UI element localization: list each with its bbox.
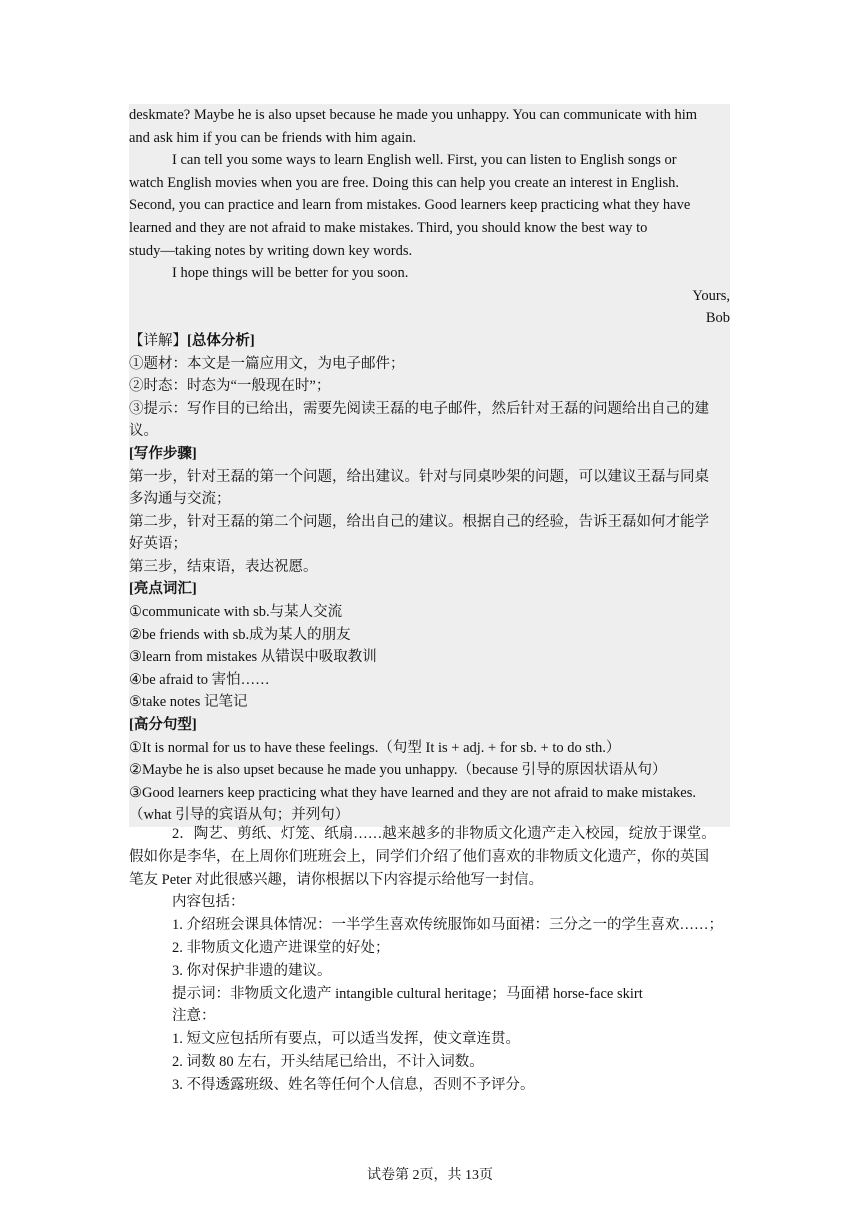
question-line: 内容包括： [172, 894, 245, 911]
step-line: 第三步，结束语，表达祝愿。 [129, 558, 318, 575]
letter-line: learned and they are not afraid to make mistakes. Third, you should know the best way to [129, 219, 648, 236]
sentence-list [129, 737, 730, 827]
step-line: 第二步，针对王磊的第二个问题，给出自己的建议。根据自己的经验，告诉王磊如何才能学 [129, 513, 709, 530]
question-line: 注意： [172, 1008, 216, 1025]
vocab-item: ③learn from mistakes 从错误中吸取教训 [129, 649, 377, 666]
step-line: 好英语； [129, 536, 187, 553]
question-text [129, 823, 730, 1097]
question-2 [129, 823, 730, 1097]
question-line: 提示词：非物质文化遗产 intangible cultural heritage；马面裙 horse-face skirt [172, 985, 643, 1002]
question-line: 假如你是李华，在上周你们班班会上，同学们介绍了他们喜欢的非物质文化遗产，你的英国 [129, 848, 709, 865]
analysis-line: ②时态：时态为“一般现在时”； [129, 378, 331, 395]
vocab-item: ④be afraid to 害怕…… [129, 671, 270, 688]
letter-line: study—taking notes by writing down key words. [129, 242, 413, 259]
sentence-line: ②Maybe he is also upset because he made you unhappy.（because 引导的原因状语从句） [129, 762, 667, 779]
letter-line: Second, you can practice and learn from mistakes. Good learners keep practicing what they have [129, 197, 691, 214]
letter-line: and ask him if you can be friends with him again. [129, 129, 417, 146]
question-line: 1. 介绍班会课具体情况：一半学生喜欢传统服饰如马面裙：三分之一的学生喜欢……； [172, 917, 723, 934]
overall-analysis-heading [129, 330, 730, 353]
vocab-list [129, 601, 730, 714]
overall-heading: [总体分析] [187, 332, 255, 349]
step-line: 第一步，针对王磊的第一个问题，给出建议。针对与同桌吵架的问题，可以建议王磊与同桌 [129, 468, 709, 485]
model-letter [129, 104, 730, 285]
sentence-line: ③Good learners keep practicing what they have learned and they are not afraid to make mistakes. [129, 784, 696, 801]
letter-signature: Bob [705, 310, 730, 327]
letter-closing: Yours, [692, 287, 730, 304]
analysis-line: ①题材：本文是一篇应用文，为电子邮件； [129, 355, 405, 372]
question-line: 2. 词数 80 左右，开头结尾已给出，不计入词数。 [172, 1053, 484, 1070]
writing-steps-list [129, 466, 730, 579]
analysis-line: 议。 [129, 423, 158, 440]
vocab-item: ①communicate with sb.与某人交流 [129, 604, 343, 621]
sentence-line: （what 引导的宾语从句；并列句） [129, 807, 350, 824]
vocab-item: ②be friends with sb.成为某人的朋友 [129, 626, 351, 643]
vocab-item: ⑤take notes 记笔记 [129, 694, 248, 711]
overall-analysis-list [129, 353, 730, 443]
letter-line: I can tell you some ways to learn English well. First, you can listen to English songs or [172, 152, 677, 169]
analysis-line: ③提示：写作目的已给出，需要先阅读王磊的电子邮件，然后针对王磊的问题给出自己的建 [129, 400, 709, 417]
sentence-heading: [高分句型] [129, 717, 197, 734]
answer-section [129, 104, 730, 827]
question-line: 2. 非物质文化遗产进课堂的好处； [172, 939, 390, 956]
page-footer: 试卷第 2页，共 13页 [367, 1168, 493, 1183]
letter-line: I hope things will be better for you soon. [172, 265, 409, 282]
question-line: 笔友 Peter 对此很感兴趣，请你根据以下内容提示给他写一封信。 [129, 871, 544, 888]
question-line: 3. 你对保护非遗的建议。 [172, 962, 332, 979]
question-line: 1. 短文应包括所有要点，可以适当发挥，使文章连贯。 [172, 1031, 520, 1048]
step-line: 多沟通与交流； [129, 491, 231, 508]
letter-line: watch English movies when you are free. Doing this can help you create an interest in English. [129, 174, 680, 191]
question-line: 2．陶艺、剪纸、灯笼、纸扇……越来越多的非物质文化遗产走入校园，绽放于课堂。 [172, 826, 716, 842]
letter-line: deskmate? Maybe he is also upset because he made you unhappy. You can communicate with him [129, 107, 698, 123]
question-line: 3. 不得透露班级、姓名等任何个人信息，否则不予评分。 [172, 1076, 535, 1093]
vocab-heading: [亮点词汇] [129, 581, 197, 598]
sentence-line: ①It is normal for us to have these feelings.（句型 It is + adj. + for sb. + to do sth.） [129, 739, 621, 756]
detail-label: 【详解】 [129, 332, 187, 349]
writing-steps-heading: [写作步骤] [129, 445, 197, 462]
